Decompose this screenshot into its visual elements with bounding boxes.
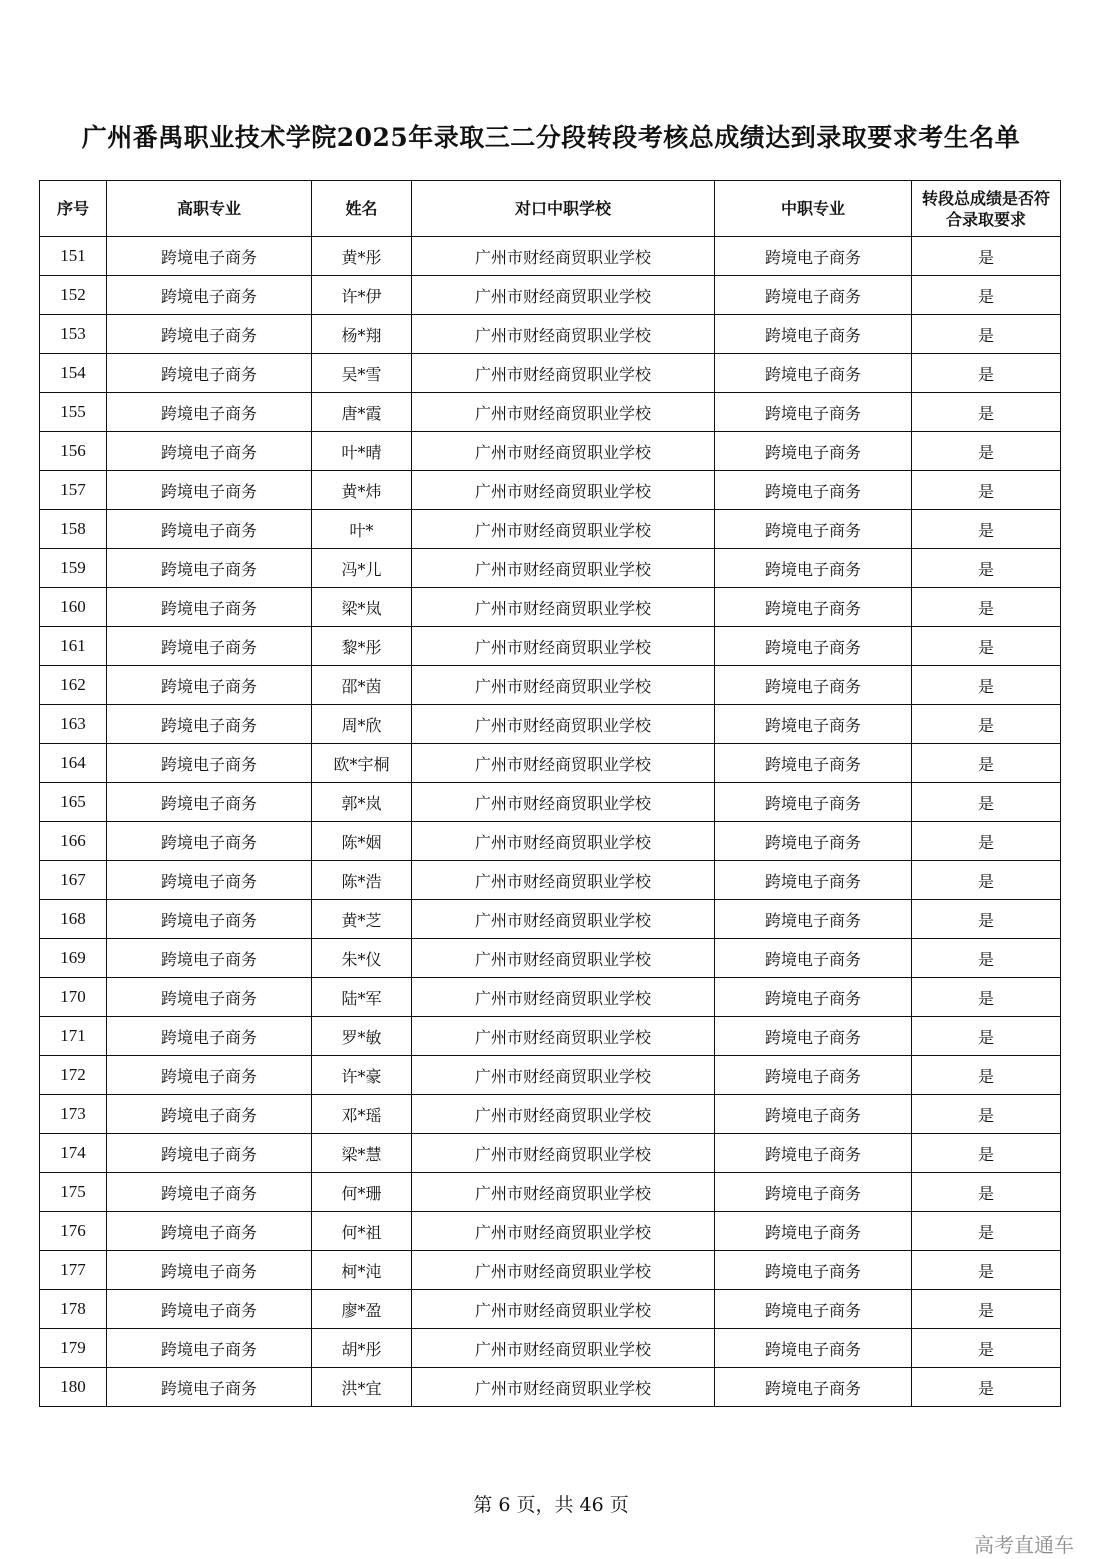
cell-secondary-major: 跨境电子商务 bbox=[715, 822, 912, 861]
cell-name: 柯*沌 bbox=[312, 1251, 412, 1290]
cell-secondary-major: 跨境电子商务 bbox=[715, 978, 912, 1017]
cell-qualified: 是 bbox=[912, 1368, 1061, 1407]
cell-seq: 164 bbox=[40, 744, 107, 783]
cell-seq: 152 bbox=[40, 276, 107, 315]
cell-secondary-major: 跨境电子商务 bbox=[715, 1251, 912, 1290]
cell-qualified: 是 bbox=[912, 1212, 1061, 1251]
header-secondary-major: 中职专业 bbox=[715, 181, 912, 237]
cell-secondary-major: 跨境电子商务 bbox=[715, 1290, 912, 1329]
cell-name: 洪*宜 bbox=[312, 1368, 412, 1407]
table-row bbox=[40, 783, 1061, 822]
document-title: 广州番禺职业技术学院2025年录取三二分段转段考核总成绩达到录取要求考生名单 bbox=[81, 123, 1021, 152]
cell-name: 胡*彤 bbox=[312, 1329, 412, 1368]
cell-name: 唐*霞 bbox=[312, 393, 412, 432]
cell-name: 朱*仪 bbox=[312, 939, 412, 978]
table-row bbox=[40, 393, 1061, 432]
cell-school: 广州市财经商贸职业学校 bbox=[412, 1212, 715, 1251]
cell-school: 广州市财经商贸职业学校 bbox=[412, 549, 715, 588]
cell-major: 跨境电子商务 bbox=[107, 588, 312, 627]
cell-qualified: 是 bbox=[912, 978, 1061, 1017]
cell-seq: 153 bbox=[40, 315, 107, 354]
cell-name: 梁*慧 bbox=[312, 1134, 412, 1173]
cell-secondary-major: 跨境电子商务 bbox=[715, 549, 912, 588]
header-school: 对口中职学校 bbox=[412, 181, 715, 237]
cell-name: 陈*姻 bbox=[312, 822, 412, 861]
watermark-text: 高考直通车 bbox=[974, 1533, 1074, 1557]
cell-major: 跨境电子商务 bbox=[107, 471, 312, 510]
cell-school: 广州市财经商贸职业学校 bbox=[412, 1173, 715, 1212]
cell-school: 广州市财经商贸职业学校 bbox=[412, 315, 715, 354]
cell-secondary-major: 跨境电子商务 bbox=[715, 783, 912, 822]
cell-major: 跨境电子商务 bbox=[107, 276, 312, 315]
table-row bbox=[40, 900, 1061, 939]
table-row bbox=[40, 510, 1061, 549]
table-row bbox=[40, 1173, 1061, 1212]
cell-secondary-major: 跨境电子商务 bbox=[715, 354, 912, 393]
cell-school: 广州市财经商贸职业学校 bbox=[412, 666, 715, 705]
cell-secondary-major: 跨境电子商务 bbox=[715, 393, 912, 432]
cell-school: 广州市财经商贸职业学校 bbox=[412, 627, 715, 666]
cell-school: 广州市财经商贸职业学校 bbox=[412, 588, 715, 627]
cell-secondary-major: 跨境电子商务 bbox=[715, 510, 912, 549]
table-row bbox=[40, 978, 1061, 1017]
cell-qualified: 是 bbox=[912, 627, 1061, 666]
cell-secondary-major: 跨境电子商务 bbox=[715, 237, 912, 276]
cell-seq: 173 bbox=[40, 1095, 107, 1134]
cell-major: 跨境电子商务 bbox=[107, 1329, 312, 1368]
cell-school: 广州市财经商贸职业学校 bbox=[412, 393, 715, 432]
cell-qualified: 是 bbox=[912, 822, 1061, 861]
cell-school: 广州市财经商贸职业学校 bbox=[412, 705, 715, 744]
cell-qualified: 是 bbox=[912, 939, 1061, 978]
cell-school: 广州市财经商贸职业学校 bbox=[412, 237, 715, 276]
cell-qualified: 是 bbox=[912, 549, 1061, 588]
cell-major: 跨境电子商务 bbox=[107, 1290, 312, 1329]
cell-qualified: 是 bbox=[912, 354, 1061, 393]
cell-qualified: 是 bbox=[912, 1290, 1061, 1329]
cell-qualified: 是 bbox=[912, 1134, 1061, 1173]
cell-qualified: 是 bbox=[912, 432, 1061, 471]
cell-qualified: 是 bbox=[912, 276, 1061, 315]
table-row bbox=[40, 822, 1061, 861]
cell-secondary-major: 跨境电子商务 bbox=[715, 471, 912, 510]
cell-school: 广州市财经商贸职业学校 bbox=[412, 1095, 715, 1134]
table-header-row bbox=[40, 181, 1061, 237]
cell-school: 广州市财经商贸职业学校 bbox=[412, 978, 715, 1017]
cell-name: 罗*敏 bbox=[312, 1017, 412, 1056]
table-row bbox=[40, 432, 1061, 471]
cell-name: 黎*彤 bbox=[312, 627, 412, 666]
cell-qualified: 是 bbox=[912, 744, 1061, 783]
header-qualified: 转段总成绩是否符合录取要求 bbox=[912, 181, 1061, 237]
cell-qualified: 是 bbox=[912, 510, 1061, 549]
cell-major: 跨境电子商务 bbox=[107, 939, 312, 978]
cell-name: 叶* bbox=[312, 510, 412, 549]
cell-qualified: 是 bbox=[912, 588, 1061, 627]
cell-secondary-major: 跨境电子商务 bbox=[715, 1056, 912, 1095]
cell-qualified: 是 bbox=[912, 237, 1061, 276]
cell-qualified: 是 bbox=[912, 1329, 1061, 1368]
cell-major: 跨境电子商务 bbox=[107, 1251, 312, 1290]
cell-major: 跨境电子商务 bbox=[107, 1056, 312, 1095]
cell-school: 广州市财经商贸职业学校 bbox=[412, 1017, 715, 1056]
cell-qualified: 是 bbox=[912, 705, 1061, 744]
cell-major: 跨境电子商务 bbox=[107, 1173, 312, 1212]
cell-secondary-major: 跨境电子商务 bbox=[715, 1173, 912, 1212]
cell-name: 何*珊 bbox=[312, 1173, 412, 1212]
cell-qualified: 是 bbox=[912, 1173, 1061, 1212]
cell-qualified: 是 bbox=[912, 861, 1061, 900]
admission-table bbox=[39, 180, 1061, 1407]
table-row bbox=[40, 354, 1061, 393]
cell-secondary-major: 跨境电子商务 bbox=[715, 666, 912, 705]
cell-seq: 169 bbox=[40, 939, 107, 978]
cell-name: 邵*茵 bbox=[312, 666, 412, 705]
cell-major: 跨境电子商务 bbox=[107, 315, 312, 354]
cell-major: 跨境电子商务 bbox=[107, 1368, 312, 1407]
cell-seq: 166 bbox=[40, 822, 107, 861]
table-row bbox=[40, 471, 1061, 510]
cell-secondary-major: 跨境电子商务 bbox=[715, 1134, 912, 1173]
cell-name: 周*欣 bbox=[312, 705, 412, 744]
cell-name: 冯*儿 bbox=[312, 549, 412, 588]
cell-secondary-major: 跨境电子商务 bbox=[715, 1095, 912, 1134]
cell-seq: 175 bbox=[40, 1173, 107, 1212]
cell-major: 跨境电子商务 bbox=[107, 783, 312, 822]
cell-seq: 160 bbox=[40, 588, 107, 627]
cell-major: 跨境电子商务 bbox=[107, 393, 312, 432]
cell-school: 广州市财经商贸职业学校 bbox=[412, 744, 715, 783]
cell-secondary-major: 跨境电子商务 bbox=[715, 276, 912, 315]
cell-seq: 158 bbox=[40, 510, 107, 549]
header-seq: 序号 bbox=[40, 181, 107, 237]
cell-seq: 178 bbox=[40, 1290, 107, 1329]
cell-seq: 151 bbox=[40, 237, 107, 276]
cell-name: 吴*雪 bbox=[312, 354, 412, 393]
cell-secondary-major: 跨境电子商务 bbox=[715, 1368, 912, 1407]
cell-secondary-major: 跨境电子商务 bbox=[715, 315, 912, 354]
cell-secondary-major: 跨境电子商务 bbox=[715, 1212, 912, 1251]
cell-secondary-major: 跨境电子商务 bbox=[715, 705, 912, 744]
table-row bbox=[40, 1095, 1061, 1134]
cell-name: 郭*岚 bbox=[312, 783, 412, 822]
cell-qualified: 是 bbox=[912, 1056, 1061, 1095]
cell-seq: 171 bbox=[40, 1017, 107, 1056]
cell-name: 许*伊 bbox=[312, 276, 412, 315]
table-row bbox=[40, 1329, 1061, 1368]
cell-qualified: 是 bbox=[912, 393, 1061, 432]
table-row bbox=[40, 1251, 1061, 1290]
cell-seq: 180 bbox=[40, 1368, 107, 1407]
cell-major: 跨境电子商务 bbox=[107, 900, 312, 939]
cell-major: 跨境电子商务 bbox=[107, 1017, 312, 1056]
cell-major: 跨境电子商务 bbox=[107, 627, 312, 666]
table-row bbox=[40, 1212, 1061, 1251]
cell-secondary-major: 跨境电子商务 bbox=[715, 1017, 912, 1056]
cell-school: 广州市财经商贸职业学校 bbox=[412, 354, 715, 393]
table-row bbox=[40, 861, 1061, 900]
cell-major: 跨境电子商务 bbox=[107, 549, 312, 588]
table-row bbox=[40, 1290, 1061, 1329]
cell-qualified: 是 bbox=[912, 900, 1061, 939]
cell-school: 广州市财经商贸职业学校 bbox=[412, 1329, 715, 1368]
cell-seq: 156 bbox=[40, 432, 107, 471]
cell-school: 广州市财经商贸职业学校 bbox=[412, 1056, 715, 1095]
cell-name: 黄*芝 bbox=[312, 900, 412, 939]
cell-major: 跨境电子商务 bbox=[107, 744, 312, 783]
cell-school: 广州市财经商贸职业学校 bbox=[412, 510, 715, 549]
table-row bbox=[40, 237, 1061, 276]
cell-name: 许*豪 bbox=[312, 1056, 412, 1095]
table-body bbox=[40, 237, 1061, 1407]
cell-seq: 170 bbox=[40, 978, 107, 1017]
cell-secondary-major: 跨境电子商务 bbox=[715, 432, 912, 471]
cell-seq: 172 bbox=[40, 1056, 107, 1095]
cell-school: 广州市财经商贸职业学校 bbox=[412, 276, 715, 315]
cell-school: 广州市财经商贸职业学校 bbox=[412, 861, 715, 900]
table-row bbox=[40, 627, 1061, 666]
cell-school: 广州市财经商贸职业学校 bbox=[412, 1134, 715, 1173]
table-row bbox=[40, 1056, 1061, 1095]
table-row bbox=[40, 588, 1061, 627]
cell-name: 欧*宇桐 bbox=[312, 744, 412, 783]
cell-seq: 168 bbox=[40, 900, 107, 939]
cell-qualified: 是 bbox=[912, 315, 1061, 354]
cell-seq: 165 bbox=[40, 783, 107, 822]
cell-qualified: 是 bbox=[912, 1251, 1061, 1290]
cell-secondary-major: 跨境电子商务 bbox=[715, 939, 912, 978]
cell-major: 跨境电子商务 bbox=[107, 1134, 312, 1173]
cell-name: 邓*瑶 bbox=[312, 1095, 412, 1134]
cell-seq: 159 bbox=[40, 549, 107, 588]
cell-secondary-major: 跨境电子商务 bbox=[715, 627, 912, 666]
table-row bbox=[40, 705, 1061, 744]
cell-school: 广州市财经商贸职业学校 bbox=[412, 939, 715, 978]
table-row bbox=[40, 666, 1061, 705]
cell-major: 跨境电子商务 bbox=[107, 822, 312, 861]
cell-secondary-major: 跨境电子商务 bbox=[715, 861, 912, 900]
cell-qualified: 是 bbox=[912, 783, 1061, 822]
cell-seq: 157 bbox=[40, 471, 107, 510]
cell-school: 广州市财经商贸职业学校 bbox=[412, 900, 715, 939]
cell-name: 陈*浩 bbox=[312, 861, 412, 900]
cell-major: 跨境电子商务 bbox=[107, 1212, 312, 1251]
cell-seq: 155 bbox=[40, 393, 107, 432]
cell-name: 梁*岚 bbox=[312, 588, 412, 627]
cell-seq: 174 bbox=[40, 1134, 107, 1173]
cell-name: 叶*晴 bbox=[312, 432, 412, 471]
cell-name: 陆*军 bbox=[312, 978, 412, 1017]
cell-school: 广州市财经商贸职业学校 bbox=[412, 1368, 715, 1407]
cell-school: 广州市财经商贸职业学校 bbox=[412, 822, 715, 861]
cell-seq: 161 bbox=[40, 627, 107, 666]
cell-name: 杨*翔 bbox=[312, 315, 412, 354]
table-row bbox=[40, 744, 1061, 783]
cell-seq: 176 bbox=[40, 1212, 107, 1251]
cell-major: 跨境电子商务 bbox=[107, 978, 312, 1017]
cell-secondary-major: 跨境电子商务 bbox=[715, 588, 912, 627]
table-row bbox=[40, 1017, 1061, 1056]
cell-major: 跨境电子商务 bbox=[107, 510, 312, 549]
cell-school: 广州市财经商贸职业学校 bbox=[412, 783, 715, 822]
cell-major: 跨境电子商务 bbox=[107, 666, 312, 705]
cell-school: 广州市财经商贸职业学校 bbox=[412, 432, 715, 471]
table-row bbox=[40, 939, 1061, 978]
table-row bbox=[40, 1134, 1061, 1173]
cell-name: 黄*彤 bbox=[312, 237, 412, 276]
header-major: 高职专业 bbox=[107, 181, 312, 237]
cell-qualified: 是 bbox=[912, 1017, 1061, 1056]
cell-major: 跨境电子商务 bbox=[107, 861, 312, 900]
page-number: 第 6 页，共 46 页 bbox=[473, 1494, 629, 1516]
cell-school: 广州市财经商贸职业学校 bbox=[412, 471, 715, 510]
table-row bbox=[40, 315, 1061, 354]
cell-name: 黄*炜 bbox=[312, 471, 412, 510]
table-row bbox=[40, 549, 1061, 588]
cell-qualified: 是 bbox=[912, 471, 1061, 510]
cell-seq: 167 bbox=[40, 861, 107, 900]
cell-secondary-major: 跨境电子商务 bbox=[715, 1329, 912, 1368]
cell-secondary-major: 跨境电子商务 bbox=[715, 744, 912, 783]
cell-name: 何*祖 bbox=[312, 1212, 412, 1251]
cell-qualified: 是 bbox=[912, 666, 1061, 705]
header-name: 姓名 bbox=[312, 181, 412, 237]
cell-major: 跨境电子商务 bbox=[107, 354, 312, 393]
cell-major: 跨境电子商务 bbox=[107, 1095, 312, 1134]
cell-name: 廖*盈 bbox=[312, 1290, 412, 1329]
table-row bbox=[40, 1368, 1061, 1407]
cell-seq: 163 bbox=[40, 705, 107, 744]
table-row bbox=[40, 276, 1061, 315]
cell-school: 广州市财经商贸职业学校 bbox=[412, 1251, 715, 1290]
cell-seq: 177 bbox=[40, 1251, 107, 1290]
cell-qualified: 是 bbox=[912, 1095, 1061, 1134]
cell-seq: 179 bbox=[40, 1329, 107, 1368]
cell-seq: 154 bbox=[40, 354, 107, 393]
cell-major: 跨境电子商务 bbox=[107, 432, 312, 471]
cell-major: 跨境电子商务 bbox=[107, 237, 312, 276]
cell-major: 跨境电子商务 bbox=[107, 705, 312, 744]
cell-school: 广州市财经商贸职业学校 bbox=[412, 1290, 715, 1329]
cell-seq: 162 bbox=[40, 666, 107, 705]
cell-secondary-major: 跨境电子商务 bbox=[715, 900, 912, 939]
